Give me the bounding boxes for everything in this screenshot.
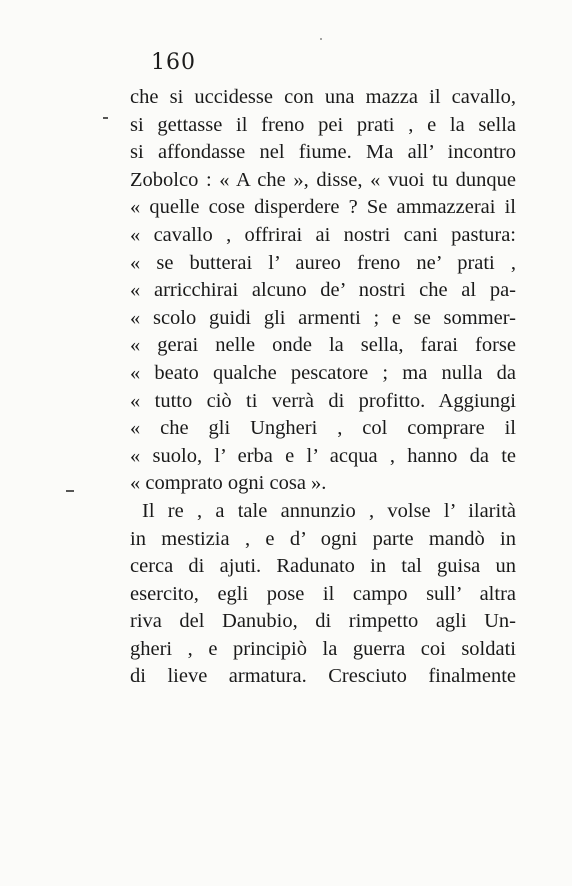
paragraph-start-line: Il re , a tale annunzio , volse l’ ilarità bbox=[142, 499, 516, 522]
text-line: di lieve armatura. Cresciuto finalmente bbox=[130, 665, 516, 688]
speck-mark bbox=[320, 38, 322, 40]
text-line: « gerai nelle onde la sella, farai forse bbox=[130, 334, 516, 357]
text-line: in mestizia , e d’ ogni parte mandò in bbox=[130, 527, 516, 550]
text-line: si gettasse il freno pei prati , e la sella bbox=[130, 113, 516, 136]
text-line: si affondasse nel fiume. Ma all’ incontro bbox=[130, 141, 516, 164]
text-line: « beato qualche pescatore ; ma nulla da bbox=[130, 361, 516, 384]
text-line: « se butterai l’ aureo freno ne’ prati , bbox=[130, 251, 516, 274]
text-line: Zobolco : « A che », disse, « vuoi tu dunque bbox=[130, 168, 516, 191]
margin-mark bbox=[66, 490, 74, 492]
text-line: esercito, egli pose il campo sull’ altra bbox=[130, 582, 516, 605]
text-line: che si uccidesse con una mazza il cavallo, bbox=[130, 86, 516, 108]
text-line: cerca di ajuti. Radunato in tal guisa un bbox=[130, 555, 516, 578]
margin-mark bbox=[103, 117, 108, 119]
text-line: « comprato ogni cosa ». bbox=[130, 472, 327, 495]
text-line: gheri , e principiò la guerra coi soldati bbox=[130, 637, 516, 660]
text-line: « scolo guidi gli armenti ; e se sommer- bbox=[130, 306, 516, 329]
text-line: « quelle cose disperdere ? Se ammazzerai il bbox=[130, 196, 516, 219]
text-line: « suolo, l’ erba e l’ acqua , hanno da te bbox=[130, 444, 516, 467]
body-text bbox=[130, 84, 516, 691]
text-line: « cavallo , offrirai ai nostri cani pastura: bbox=[130, 223, 516, 246]
text-line: « tutto ciò ti verrà di profitto. Aggiungi bbox=[130, 389, 516, 412]
text-line: riva del Danubio, di rimpetto agli Un- bbox=[130, 610, 516, 633]
page-number: 160 bbox=[151, 50, 196, 75]
text-line: « che gli Ungheri , col comprare il bbox=[130, 417, 516, 440]
text-line: « arricchirai alcuno de’ nostri che al pa- bbox=[130, 279, 516, 302]
